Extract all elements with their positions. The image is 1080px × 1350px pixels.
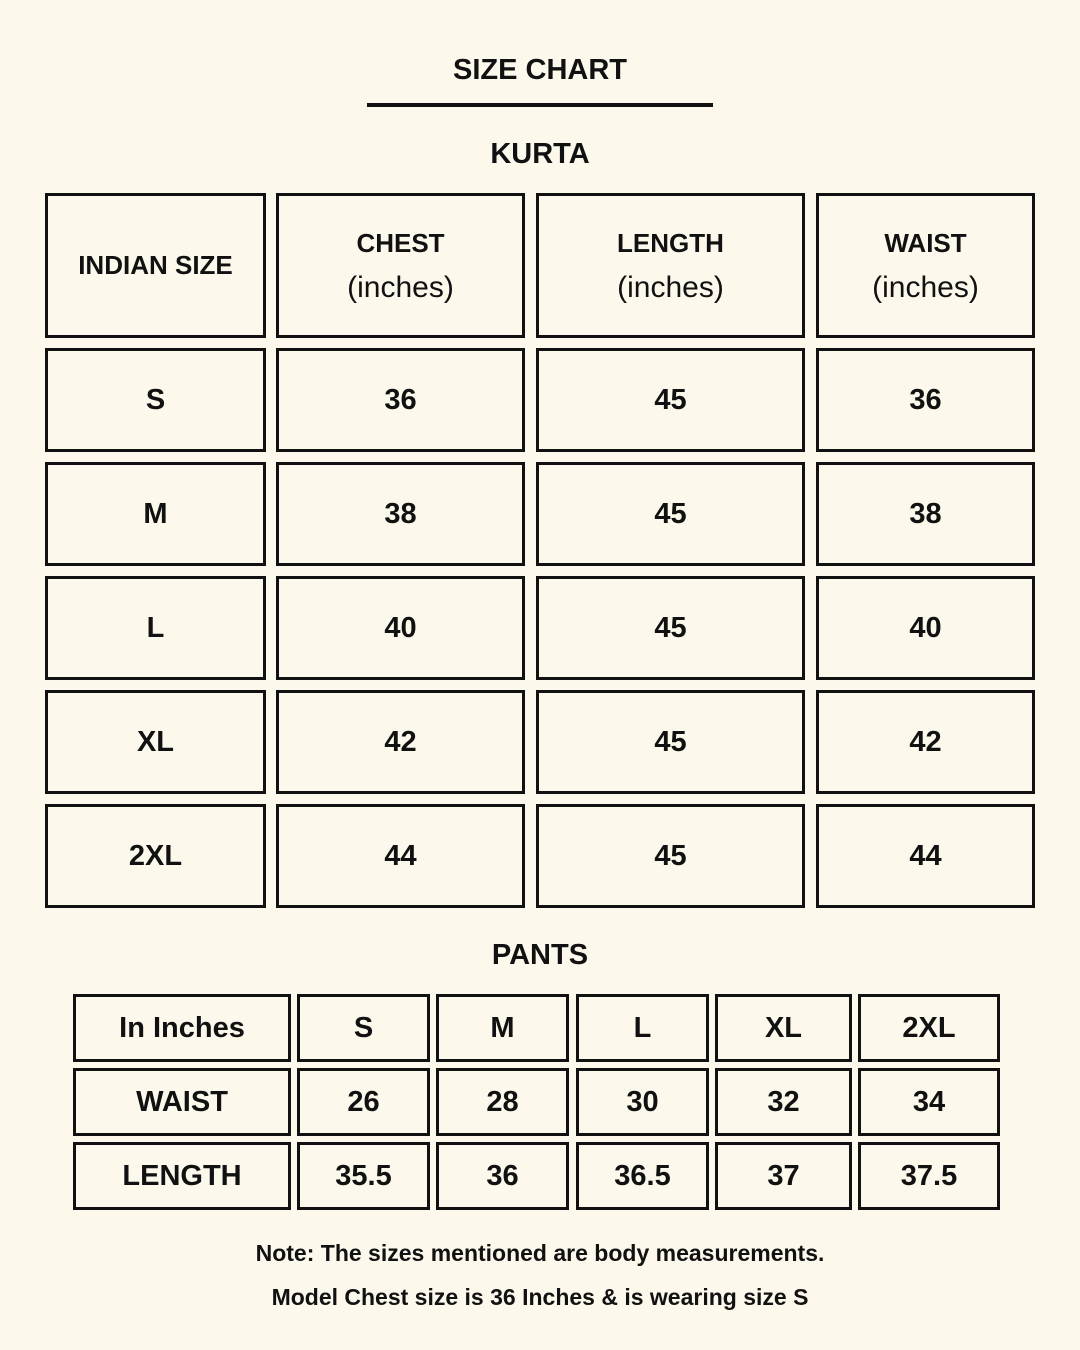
kurta-cell-length: 45 bbox=[536, 804, 805, 908]
kurta-cell-size: 2XL bbox=[45, 804, 266, 908]
kurta-cell-waist: 36 bbox=[816, 348, 1035, 452]
kurta-cell-size: L bbox=[45, 576, 266, 680]
pants-header-size: S bbox=[297, 994, 430, 1062]
kurta-header-size: INDIAN SIZE bbox=[45, 193, 266, 338]
kurta-header-length-unit: (inches) bbox=[617, 270, 724, 304]
kurta-section-title: KURTA bbox=[490, 138, 590, 170]
note-model-size: Model Chest size is 36 Inches & is wearing size S bbox=[271, 1284, 809, 1310]
kurta-header-chest-label: CHEST bbox=[356, 227, 445, 258]
kurta-cell-chest: 36 bbox=[276, 348, 525, 452]
pants-cell: 32 bbox=[715, 1068, 852, 1136]
pants-row-label: LENGTH bbox=[73, 1142, 291, 1210]
page-title: SIZE CHART bbox=[453, 54, 627, 86]
kurta-header-waist-label: WAIST bbox=[884, 227, 967, 258]
kurta-cell-size: M bbox=[45, 462, 266, 566]
kurta-cell-size: XL bbox=[45, 690, 266, 794]
kurta-cell-size: S bbox=[45, 348, 266, 452]
pants-cell: 37 bbox=[715, 1142, 852, 1210]
kurta-header-length-label: LENGTH bbox=[617, 227, 724, 258]
pants-header-size: XL bbox=[715, 994, 852, 1062]
kurta-cell-length: 45 bbox=[536, 462, 805, 566]
note-body-measurements: Note: The sizes mentioned are body measurements. bbox=[255, 1240, 825, 1266]
pants-cell: 36 bbox=[436, 1142, 569, 1210]
pants-cell: 34 bbox=[858, 1068, 1000, 1136]
kurta-cell-waist: 42 bbox=[816, 690, 1035, 794]
kurta-cell-length: 45 bbox=[536, 348, 805, 452]
pants-cell: 37.5 bbox=[858, 1142, 1000, 1210]
kurta-header-waist bbox=[816, 193, 1035, 338]
kurta-cell-length: 45 bbox=[536, 576, 805, 680]
pants-cell: 35.5 bbox=[297, 1142, 430, 1210]
pants-cell: 26 bbox=[297, 1068, 430, 1136]
pants-row-label: WAIST bbox=[73, 1068, 291, 1136]
pants-header-size: L bbox=[576, 994, 709, 1062]
kurta-header-chest-unit: (inches) bbox=[347, 270, 454, 304]
kurta-header-length bbox=[536, 193, 805, 338]
title-underline bbox=[367, 103, 713, 107]
pants-cell: 30 bbox=[576, 1068, 709, 1136]
kurta-header-chest bbox=[276, 193, 525, 338]
kurta-cell-waist: 44 bbox=[816, 804, 1035, 908]
pants-header-size: M bbox=[436, 994, 569, 1062]
pants-header-size: 2XL bbox=[858, 994, 1000, 1062]
kurta-cell-waist: 40 bbox=[816, 576, 1035, 680]
kurta-cell-chest: 44 bbox=[276, 804, 525, 908]
kurta-header-waist-unit: (inches) bbox=[872, 270, 979, 304]
kurta-cell-chest: 42 bbox=[276, 690, 525, 794]
kurta-cell-waist: 38 bbox=[816, 462, 1035, 566]
pants-section-title: PANTS bbox=[491, 939, 589, 971]
pants-cell: 36.5 bbox=[576, 1142, 709, 1210]
kurta-cell-chest: 38 bbox=[276, 462, 525, 566]
kurta-cell-length: 45 bbox=[536, 690, 805, 794]
pants-header-unit: In Inches bbox=[73, 994, 291, 1062]
pants-cell: 28 bbox=[436, 1068, 569, 1136]
kurta-cell-chest: 40 bbox=[276, 576, 525, 680]
